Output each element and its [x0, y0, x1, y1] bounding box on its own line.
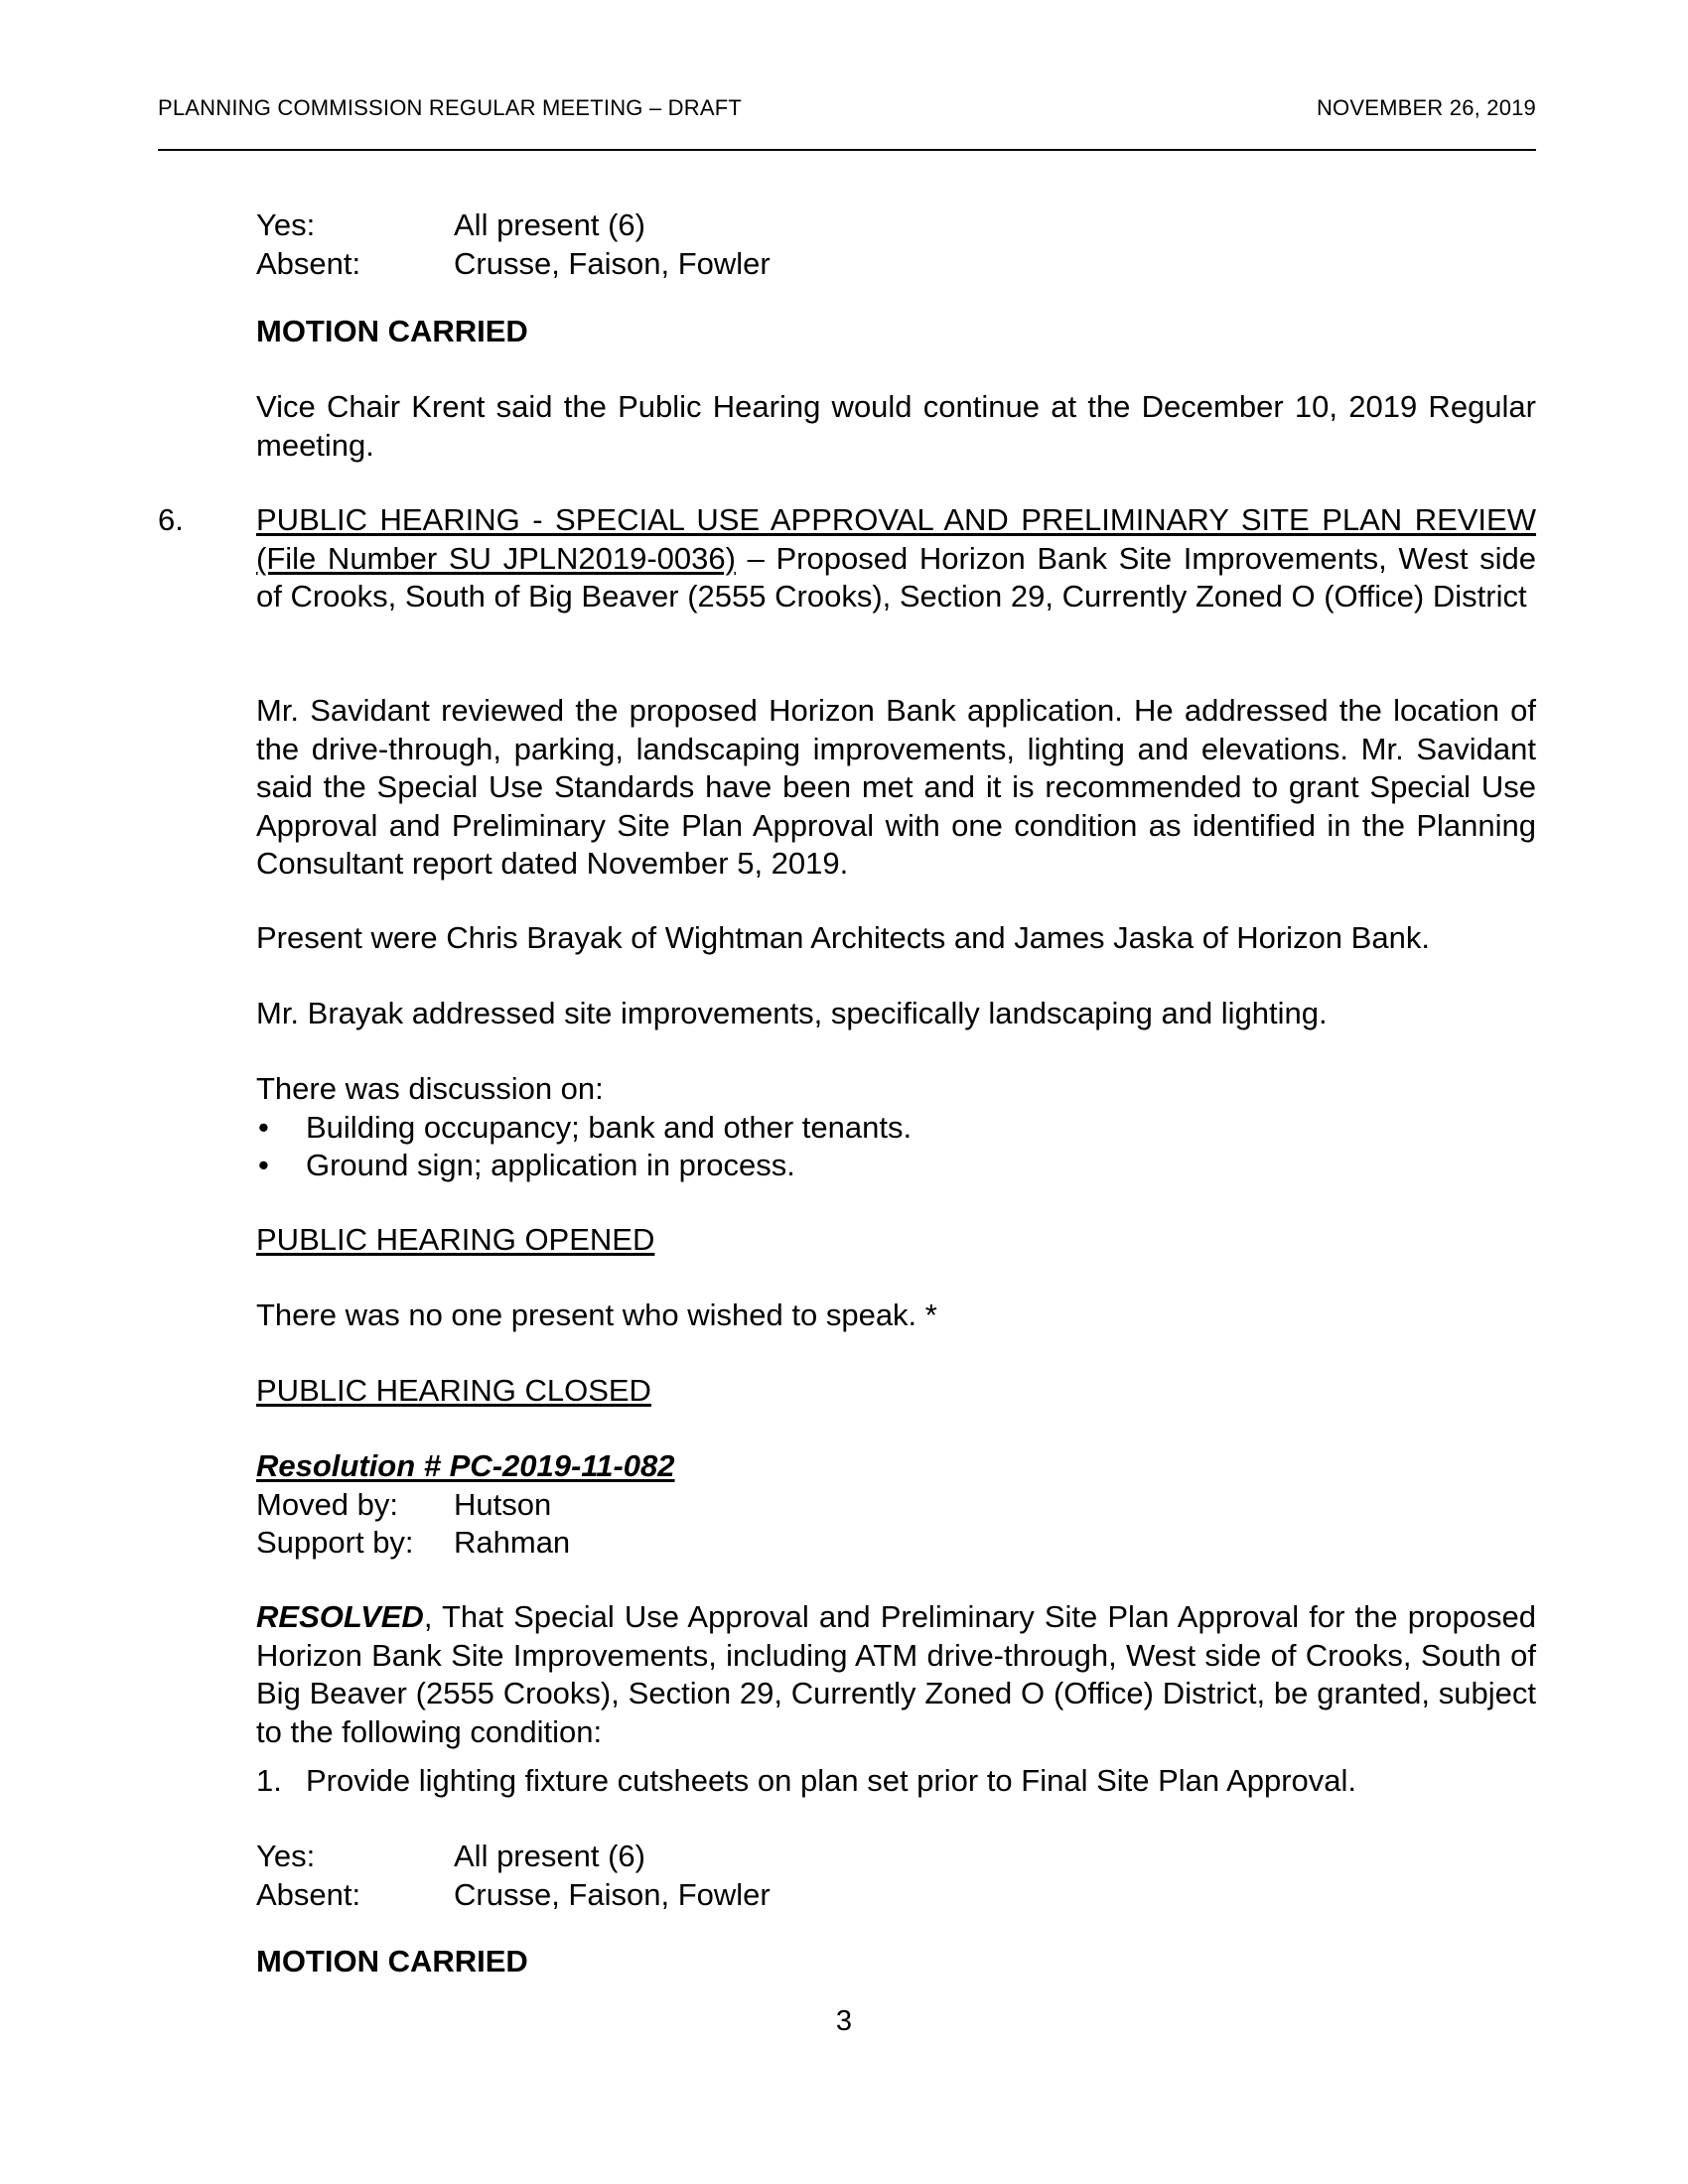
motion-result-2: MOTION CARRIED — [256, 1944, 528, 1979]
list-item — [256, 1109, 1536, 1148]
continuation-note: Vice Chair Krent said the Public Hearing would continue at the December 10, 2019 Regular meeting. — [256, 389, 1536, 463]
public-hearing-opened-text: PUBLIC HEARING OPENED — [256, 1222, 655, 1257]
item-heading-description: – Proposed Horizon Bank Site Improvements, West side of Crooks, South of Big Beaver (2555 Crooks), Section 29, Currently Zoned O (Office) District — [256, 540, 1536, 614]
vote-yes-row — [256, 1838, 1536, 1876]
list-item — [256, 1762, 1536, 1801]
list-item — [256, 1147, 1536, 1185]
vote-yes-label: Yes: — [256, 207, 316, 242]
bullet-icon: • — [258, 1109, 269, 1145]
vote-absent-label: Absent: — [256, 1876, 361, 1912]
moved-by-row — [256, 1486, 1536, 1525]
support-by-row — [256, 1524, 1536, 1563]
no-speakers-note: There was no one present who wished to speak. * — [256, 1297, 937, 1332]
vote-yes-label: Yes: — [256, 1839, 316, 1873]
staff-review-paragraph: Mr. Savidant reviewed the proposed Horizon Bank application. He addressed the location of the drive-through, parking, landscaping improvements, lighting and elevations. Mr. Savidant said the Special Use Standards have been met and it is recommended to grant Special Use Approval and Preliminary Site Plan Approval with one condition as identified in the Planning Consultant report dated November 5, 2019. — [256, 693, 1536, 881]
vote-absent-row — [256, 245, 1536, 284]
header-title: PLANNING COMMISSION REGULAR MEETING – DRAFT — [158, 95, 743, 120]
support-by-label: Support by: — [256, 1525, 414, 1560]
public-hearing-closed-text: PUBLIC HEARING CLOSED — [256, 1373, 651, 1408]
discussion-item-text: Building occupancy; bank and other tenants. — [306, 1109, 913, 1145]
item-number: 6. — [158, 502, 184, 537]
moved-by-value: Hutson — [454, 1486, 552, 1522]
condition-number: 1. — [256, 1763, 282, 1798]
applicant-paragraph: Mr. Brayak addressed site improvements, specifically landscaping and lighting. — [256, 996, 1328, 1030]
vote-absent-row — [256, 1876, 1536, 1915]
header-date: NOVEMBER 26, 2019 — [1316, 95, 1536, 120]
condition-text: Provide lighting fixture cutsheets on plan set prior to Final Site Plan Approval. — [306, 1763, 1357, 1798]
condition-items — [256, 1762, 1536, 1801]
vote-block-1 — [256, 206, 1536, 283]
conditions-list — [256, 1762, 1536, 1801]
vote-absent-value: Crusse, Faison, Fowler — [454, 245, 771, 281]
discussion-block — [256, 1070, 1536, 1185]
discussion-list — [256, 1109, 1536, 1185]
vote-block-2 — [256, 1838, 1536, 1914]
header-rule — [158, 149, 1536, 151]
public-hearing-closed — [256, 1372, 1536, 1411]
present-paragraph: Present were Chris Brayak of Wightman Architects and James Jaska of Horizon Bank. — [256, 920, 1430, 955]
resolved-text: , That Special Use Approval and Preliminary Site Plan Approval for the proposed Horizon Bank Site Improvements, including ATM drive-through, West side of Crooks, South of Big Beaver (2555 Crooks), Section 29, Currently Zoned O (Office) District, be granted, subject to the following condition: — [256, 1599, 1536, 1749]
discussion-item-text: Ground sign; application in process. — [306, 1148, 795, 1182]
discussion-intro: There was discussion on: — [256, 1071, 604, 1106]
vote-yes-value: All present (6) — [454, 207, 645, 242]
page-number: 3 — [835, 2005, 853, 2037]
resolution-block — [256, 1447, 1536, 1563]
resolved-word: RESOLVED — [256, 1599, 424, 1634]
bullet-icon: • — [258, 1148, 269, 1182]
moved-by-label: Moved by: — [256, 1486, 399, 1522]
resolution-title — [256, 1447, 1536, 1486]
item-heading-title: PUBLIC HEARING - SPECIAL USE APPROVAL AND PRELIMINARY SITE PLAN REVIEW (File Number SU JPLN2019-0036) — [256, 502, 1536, 576]
vote-absent-label: Absent: — [256, 245, 361, 281]
support-by-value: Rahman — [454, 1525, 571, 1560]
vote-yes-row — [256, 206, 1536, 245]
resolution-title-text: Resolution # PC-2019-11-082 — [256, 1448, 675, 1483]
public-hearing-opened — [256, 1221, 1536, 1260]
vote-absent-value: Crusse, Faison, Fowler — [454, 1876, 771, 1912]
item-heading — [256, 501, 1536, 616]
vote-yes-value: All present (6) — [454, 1839, 645, 1873]
resolved-paragraph — [256, 1598, 1536, 1751]
motion-result-1: MOTION CARRIED — [256, 314, 528, 348]
